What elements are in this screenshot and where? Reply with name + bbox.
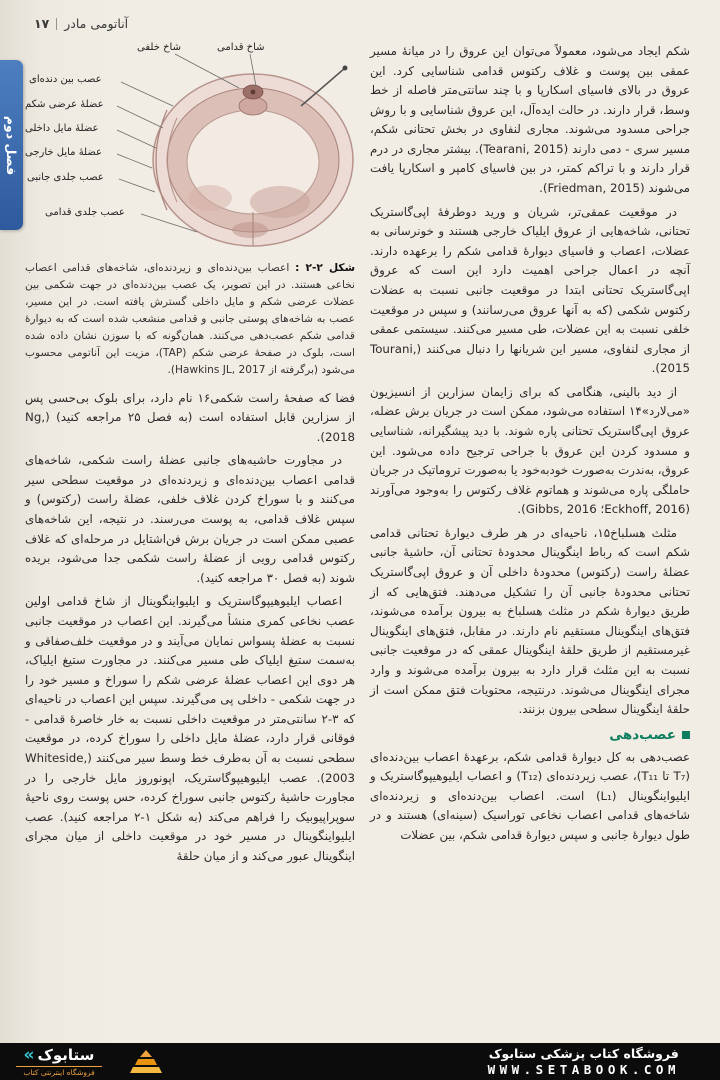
- figure-label: شاخ قدامی: [217, 42, 265, 53]
- figure-label: شاخ خلفی: [137, 42, 181, 53]
- pyramid-logo-icon: [128, 1049, 164, 1075]
- figure-label: عصب بین دنده‌ای: [29, 74, 102, 85]
- paragraph: فضا که صفحهٔ راست شکمی۱۶ نام دارد، برای بلوک بی‌حسی پس از سزارین قابل استفاده است (به فصل ۲۵ مراجعه کنید) (Ng, 2018).: [25, 390, 356, 444]
- store-title: فروشگاه کتاب پزشکی ستابوک: [488, 1046, 679, 1061]
- paragraph: عصب‌دهی به کل دیوارهٔ قدامی شکم، برعهدهٔ اعصاب بین‌دنده‌ای (T₇ تا T₁₁)، عصب زیردنده‌ای (T₁₂) و اعصاب ایلیوهیپوگاستریک و ایلیواینگوینال (L₁) است. اعصاب بین‌دنده‌ای و زیردنده‌ای شاخه‌های قدامی اعصاب نخاعی توراسیک (سینه‌ای) هستند و در طول دیوارهٔ جانبی و سپس دیوارهٔ قدامی شکم، بین عضلات: [370, 749, 690, 842]
- book-title: آناتومی مادر: [64, 16, 129, 31]
- figure-label: عصب جلدی قدامی: [45, 207, 125, 218]
- logo-underline: [16, 1066, 102, 1067]
- paragraph: شکم ایجاد می‌شود، معمولاً می‌توان این عروق را در میانهٔ مسیر عمقی بین پوست و غلاف رکتوس قدامی شناسایی کرد. این عروق در بالای فاسیای اسکارپا و با چند سانتی‌متر فاصله از خط وسط، قرار دارند. در حالت ایده‌آل، این عروق شناسایی و با روش جراحی مسدود می‌شوند. مجاری لنفاوی در بخش تحتانی شکم، مسیر سری - دمی دارند (Tearani, 2015). بیشتر مجاری در درم قرار دارند و با تراکم کمتر، در بین فاسیای کامپر و اسکارپا یافت می‌شوند (Friedman, 2015).: [370, 44, 691, 196]
- chapter-tab-label: فصل دوم: [3, 115, 19, 175]
- page-content: [25, 42, 690, 870]
- logo-chevrons-icon: «: [23, 1044, 35, 1065]
- paragraph: اعصاب ایلیوهیپوگاستریک و ایلیواینگوینال از شاخ قدامی اولین عصب نخاعی کمری منشأ می‌گیرند. این اعصاب در موقعیت جانبی نسبت به عضلهٔ پسواس نمایان می‌آیند و در موقعیت خلف‌صفاقی و به‌سمت ستیغ ایلیاک طی مسیر می‌کنند. در مجاورت ستیغ ایلیاک، هر دوی این اعصاب عضلهٔ عرضی شکم را سوراخ و مسیر خود را در جهت شکمی - داخلی پی می‌گیرند. سپس این اعصاب در ناحیه‌ای که ۳-۲ سانتی‌متر در موقعیت داخلی نسبت به خار خاصرهٔ قدامی - فوقانی قرار دارد، عضلهٔ مایل داخلی را سوراخ کرده، در موقعیت سطحی نسبت به آن به‌طرف خط وسط سیر می‌کنند (Whiteside, 2003). عصب ایلیوهیپوگاستریک، اپونوروز مایل خارجی را در مجاورت حاشیهٔ رکتوس جانبی سوراخ کرده، حس پوست روی ناحیهٔ سوپراپیوبیک را فراهم می‌کند (به شکل ۱-۲ مراجعه کنید). عصب ایلیواینگوینال در مسیر خود در موقعیت داخلی از میان مجرای اینگوینال عبور می‌کند و از میان حلقهٔ: [25, 594, 355, 863]
- right-column: [370, 42, 690, 870]
- figure-label: عضلهٔ مایل خارجی: [25, 147, 103, 158]
- website-url: WWW.SETABOOK.COM: [487, 1062, 680, 1077]
- page-number: ۱۷: [34, 16, 50, 31]
- figure-caption-text: اعصاب بین‌دنده‌ای و زیردنده‌ای، شاخه‌های قدامی اعصاب نخاعی هستند. در این تصویر، یک عصب بین‌دنده‌ای در جهت شکمی بین عضلات عرضی شکم و مایل داخلی گسترش یافته است. در این مسیر، عصب به شاخه‌های پوستی جانبی و قدامی منشعب شده است که به دیوارهٔ قدامی شکم عصب‌دهی می‌کنند. همان‌گونه که با سوزن نشان داده شده است، بلوک در صفحهٔ عرضی شکم (TAP)، مزیت این آناتومی محسوب می‌شود (برگرفته از Hawkins JL, 2017).: [25, 262, 355, 376]
- logo-tagline: فروشگاه اینترنتی کتاب: [23, 1067, 95, 1077]
- left-column: [25, 42, 355, 870]
- page-header: [34, 16, 128, 31]
- paragraph: مثلث هسلباخ۱۵، ناحیه‌ای در هر طرف دیوارهٔ تحتانی قدامی شکم است که رباط اینگوینال محدودهٔ تحتانی آن، حاشیهٔ جانبی عضلهٔ راست (رکتوس) محدودهٔ داخلی آن و عروق اپی‌گاستریک تحتانی محدودهٔ جانبی آن را تشکیل می‌دهند. فتق‌هایی که از طریق دیوارهٔ شکم در مثلث هسلباخ به بیرون برآمده می‌شوند، فتق‌های اینگوینال مستقیم نام دارند. در مقابل، فتق‌های اینگوینال غیرمستقیم از طریق حلقهٔ اینگوینال عمقی که در موقعیت جانبی نسبت به این مثلث قرار دارد به بیرون برآمده می‌شوند و وارد مجرای اینگوینال می‌شوند. درنتیجه، محتویات فتق ممکن است از حلقهٔ اینگوینال سطحی بیرون بزنند.: [370, 525, 690, 717]
- footer-store-info: [488, 1046, 680, 1077]
- paragraph: در مجاورت حاشیه‌های جانبی عضلهٔ راست شکمی، شاخه‌های قدامی اعصاب بین‌دنده‌ای و زیردنده‌ای در موقعیت سطحی سیر می‌کنند و با سوراخ کردن غلاف خلفی، عضلهٔ راست (رکتوس) و سپس غلاف قدامی، به پوست می‌رسند. در نتیجه، این شاخه‌های عصبی ممکن است در جریان برش فن‌اشتایل در مرحله‌ای که غلاف رکتوس قدامی رویی از عضلهٔ راست شکمی جدا می‌شود، بریده شوند (به فصل ۳۰ مراجعه کنید).: [25, 453, 355, 585]
- header-divider: [56, 18, 57, 30]
- figure-caption-label: شکل ۲-۲ :: [295, 262, 355, 274]
- chapter-tab: [0, 60, 23, 230]
- figure-illustration: [25, 42, 355, 254]
- footer-banner: [0, 1043, 720, 1080]
- paragraph: در موقعیت عمقی‌تر، شریان و ورید دوطرفهٔ اپی‌گاستریک تحتانی، شاخه‌هایی از عروق ایلیاک خارجی هستند و خونرسانی به عضلات، اعصاب و فاسیای دیوارهٔ قدامی شکم را برعهده دارند. آنچه در اعمال جراحی اهمیت دارد این است که عروق اپی‌گاستریک تحتانی ابتدا در موقعیت جانبی نسبت به عضلات رکتوس شکمی (که به آنها عروق می‌رسانند) و سپس در موقعیت خلفی نسبت به این عضلات، طی مسیر می‌کنند. سیستمی عمقی از مجاری لنفاوی، مسیر این شریانها را دنبال می‌کنند (Tourani, 2015).: [370, 204, 690, 376]
- setabook-logo: [16, 1044, 102, 1077]
- figure-label: عضلهٔ مایل داخلی: [25, 123, 99, 134]
- section-heading-label: عصب‌دهی: [609, 726, 676, 743]
- heading-bullet-icon: [682, 731, 690, 739]
- figure-2-2: [25, 42, 355, 379]
- figure-label: عضلهٔ عرضی شکم: [25, 99, 104, 110]
- logo-row: [23, 1044, 95, 1065]
- logo-brand-text: ستابوک: [37, 1045, 95, 1064]
- paragraph: از دید بالینی، هنگامی که برای زایمان سزارین از انسیزیون «می‌لارد»۱۴ استفاده می‌شود، ممکن است در جریان برش عضله، عروق اپی‌گاستریک تحتانی پاره شوند. با دید پیشگیرانه، شناسایی و مسدود کردن این عروق با جراحی ترجیح داده می‌شود. این عروق، به‌ندرت به‌صورت خودبه‌خود یا به‌صورت تروماتیک در جریان حاملگی پاره می‌شوند و هماتوم غلاف رکتوس را به‌وجود می‌آورند (Eckhoff, 2016؛ Gibbs, 2016).: [370, 384, 690, 517]
- figure-label: عصب جلدی جانبی: [27, 172, 104, 183]
- figure-caption: [25, 260, 355, 379]
- section-heading: [370, 727, 690, 743]
